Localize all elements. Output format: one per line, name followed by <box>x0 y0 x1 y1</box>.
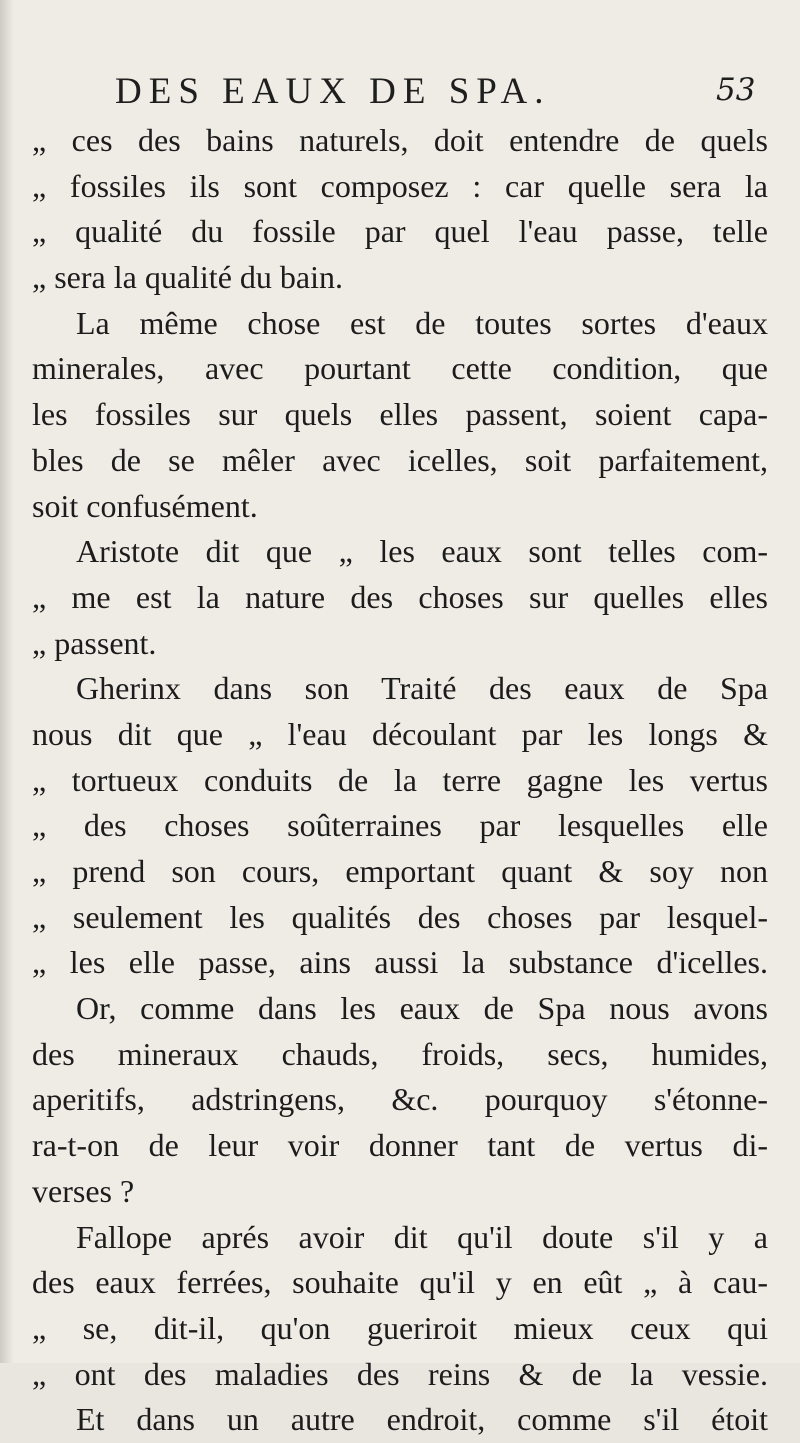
text-line: „ prend son cours, emportant quant & soy non <box>32 853 768 889</box>
text-line: „ des choses soûterraines par lesquelles elle <box>32 807 768 844</box>
text-line: „ ces des bains naturels, doit entendre de quels <box>32 122 768 158</box>
text-line: des mineraux chauds, froids, secs, humides, <box>32 1035 768 1072</box>
text-line: „ les elle passe, ains aussi la substance d'icelles. <box>32 944 768 981</box>
text-line: Aristote dit que „ les eaux sont telles com- <box>76 533 768 570</box>
text-line: „ ont des maladies des reins & de la vessie. <box>32 1355 768 1392</box>
text-line: Gherinx dans son Traité des eaux de Spa <box>76 670 768 707</box>
body-text <box>32 118 768 1443</box>
text-line: minerales, avec pourtant cette condition, que <box>32 350 768 387</box>
text-line: nous dit que „ l'eau découlant par les longs & <box>32 715 768 752</box>
text-line: des eaux ferrées, souhaite qu'il y en eût „ à cau- <box>32 1264 768 1301</box>
running-title: DES EAUX DE SPA. <box>115 71 551 112</box>
text-line: La même chose est de toutes sortes d'eaux <box>76 304 768 341</box>
text-line: „ se, dit-il, qu'on gueriroit mieux ceux qui <box>32 1309 768 1346</box>
text-line: Et dans un autre endroit, comme s'il étoit <box>76 1401 768 1438</box>
text-line: „ sera la qualité du bain. <box>32 259 343 296</box>
text-line: „ qualité du fossile par quel l'eau passe, telle <box>32 213 768 250</box>
text-line: „ seulement les qualités des choses par lesquel- <box>32 898 768 935</box>
text-line: „ fossiles ils sont composez : car quelle sera la <box>32 167 768 204</box>
text-line: Fallope aprés avoir dit qu'il doute s'il y a <box>76 1218 768 1255</box>
text-line: „ passent. <box>32 624 157 661</box>
text-line: les fossiles sur quels elles passent, soient capa- <box>32 396 768 433</box>
text-line: aperitifs, adstringens, &c. pourquoy s'étonne- <box>32 1081 768 1118</box>
page-number: 53 <box>716 72 756 108</box>
text-line: Or, comme dans les eaux de Spa nous avons <box>76 990 768 1027</box>
text-line: soit confusément. <box>32 487 258 524</box>
text-line: „ tortueux conduits de la terre gagne les vertus <box>32 761 768 798</box>
text-line: verses ? <box>32 1172 135 1209</box>
text-line: bles de se mêler avec icelles, soit parfaitement, <box>32 441 768 478</box>
page-header <box>0 70 800 120</box>
text-line: „ me est la nature des choses sur quelles elles <box>32 578 768 615</box>
text-line: ra-t-on de leur voir donner tant de vertus di- <box>32 1127 768 1164</box>
